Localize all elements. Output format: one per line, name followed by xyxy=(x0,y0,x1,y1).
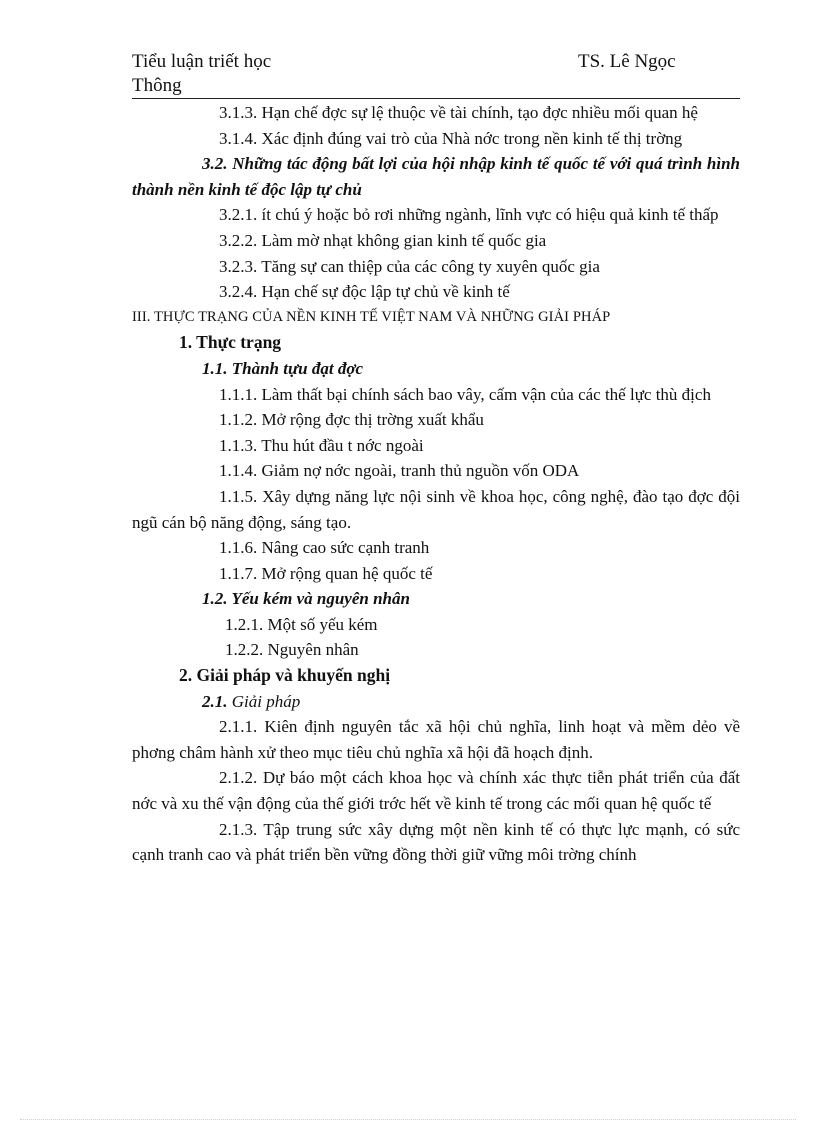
heading-2-1 xyxy=(132,689,740,715)
item-1-1-5: 1.1.5. Xây dựng năng lực nội sinh về khoa học, công nghệ, đào tạo đợc đội ngũ cán bộ năng động, sáng tạo. xyxy=(132,486,740,532)
heading-giai-phap: 2. Giải pháp và khuyến nghị xyxy=(179,665,391,686)
header-title-continued: Thông xyxy=(132,75,182,96)
item-3-2-2: 3.2.2. Làm mờ nhạt không gian kinh tế quốc gia xyxy=(219,230,547,250)
header-author: TS. Lê Ngọc xyxy=(578,51,676,72)
item-3-1-3: 3.1.3. Hạn chế đợc sự lệ thuộc về tài chính, tạo đợc nhiều mối quan hệ xyxy=(219,103,698,122)
page-header xyxy=(132,50,740,98)
page-bottom-border xyxy=(20,1119,796,1120)
item-1-1-1: 1.1.1. Làm thất bại chính sách bao vây, cấm vận của các thế lực thù địch xyxy=(219,384,711,404)
document-body xyxy=(132,100,740,868)
heading-thuc-trang: 1. Thực trạng xyxy=(179,332,282,353)
item-1-1-2: 1.1.2. Mở rộng đợc thị trờng xuất khẩu xyxy=(219,410,484,430)
item-3-2-3: 3.2.3. Tăng sự can thiệp của các công ty xuyên quốc gia xyxy=(219,256,600,276)
header-rule xyxy=(132,98,740,99)
heading-2-1-number: 2.1. xyxy=(202,691,228,711)
item-2-1-3: 2.1.3. Tập trung sức xây dựng một nền kinh tế có thực lực mạnh, có sức cạnh tranh cao và phát triển bền vững đồng thời giữ vững môi trờng chính xyxy=(132,819,740,865)
heading-1-2: 1.2. Yếu kém và nguyên nhân xyxy=(202,589,410,609)
item-1-1-6: 1.1.6. Nâng cao sức cạnh tranh xyxy=(219,538,430,558)
item-3-2-4: 3.2.4. Hạn chế sự độc lập tự chủ về kinh tế xyxy=(219,282,510,302)
item-1-2-2: 1.2.2. Nguyên nhân xyxy=(225,640,359,660)
item-1-1-3: 1.1.3. Thu hút đầu t nớc ngoài xyxy=(219,435,424,455)
header-title: Tiểu luận triết học xyxy=(132,51,272,72)
heading-1-1: 1.1. Thành tựu đạt đợc xyxy=(202,358,364,378)
item-2-1-1: 2.1.1. Kiên định nguyên tắc xã hội chủ nghĩa, linh hoạt và mềm dẻo về phơng châm hành xử theo mục tiêu chủ nghĩa xã hội đã hoạch định. xyxy=(132,717,740,762)
heading-3-2: 3.2. Những tác động bất lợi của hội nhập kinh tế quốc tế với quá trình hình thành nền kinh tế độc lập tự chủ xyxy=(132,154,740,199)
item-3-1-4: 3.1.4. Xác định đúng vai trò của Nhà nớc trong nền kinh tế thị trờng xyxy=(219,128,683,148)
item-2-1-2: 2.1.2. Dự báo một cách khoa học và chính xác thực tiễn phát triển của đất nớc và xu thế vận động của thế giới trớc hết về kinh tế trong các mối quan hệ quốc tế xyxy=(132,768,740,814)
item-1-1-7: 1.1.7. Mở rộng quan hệ quốc tế xyxy=(219,563,433,583)
item-3-2-1: 3.2.1. ít chú ý hoặc bỏ rơi những ngành, lĩnh vực có hiệu quả kinh tế thấp xyxy=(219,205,719,225)
item-1-2-1: 1.2.1. Một số yếu kém xyxy=(225,614,378,634)
section-iii-heading: III. THỰC TRẠNG CỦA NỀN KINH TẾ VIỆT NAM VÀ NHỮNG GIẢI PHÁP xyxy=(132,308,611,325)
item-1-1-4: 1.1.4. Giảm nợ nớc ngoài, tranh thủ nguồn vốn ODA xyxy=(219,461,580,481)
heading-2-1-text: Giải pháp xyxy=(231,691,301,711)
